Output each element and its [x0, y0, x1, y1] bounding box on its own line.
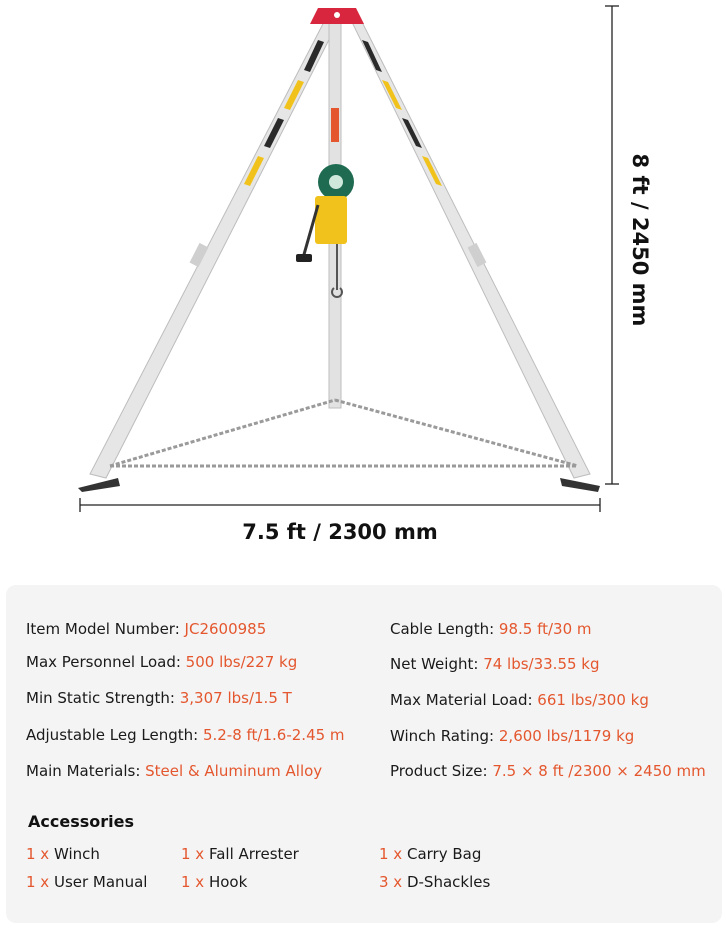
spec-cable-length: Cable Length: 98.5 ft/30 m: [390, 620, 592, 638]
spec-max-personnel-load: Max Personnel Load: 500 lbs/227 kg: [26, 653, 298, 671]
specifications-panel: [6, 585, 722, 923]
accessory-d-shackles: 3 x D-Shackles: [379, 873, 491, 891]
spec-product-size: Product Size: 7.5 × 8 ft /2300 × 2450 mm: [390, 762, 706, 780]
right-leg: [350, 18, 590, 478]
spec-max-material-load: Max Material Load: 661 lbs/300 kg: [390, 691, 649, 709]
accessory-hook: 1 x Hook: [181, 873, 248, 891]
tripod-head: [310, 8, 364, 24]
height-dimension-label: 8 ft / 2450 mm: [628, 153, 652, 327]
spec-model-number: Item Model Number: JC2600985: [26, 620, 267, 638]
accessory-fall-arrester: 1 x Fall Arrester: [181, 845, 299, 863]
right-foot: [560, 478, 600, 492]
width-dimension-label: 7.5 ft / 2300 mm: [242, 520, 438, 544]
spec-adjustable-leg-length: Adjustable Leg Length: 5.2-8 ft/1.6-2.45 m: [26, 726, 345, 744]
accessory-user-manual: 1 x User Manual: [26, 873, 148, 891]
spec-main-materials: Main Materials: Steel & Aluminum Alloy: [26, 762, 323, 780]
spec-net-weight: Net Weight: 74 lbs/33.55 kg: [390, 655, 600, 673]
spec-winch-rating: Winch Rating: 2,600 lbs/1179 kg: [390, 727, 635, 745]
spec-min-static-strength: Min Static Strength: 3,307 lbs/1.5 T: [26, 689, 292, 707]
accessory-winch: 1 x Winch: [26, 845, 100, 863]
accessories-heading: Accessories: [28, 812, 134, 831]
accessory-carry-bag: 1 x Carry Bag: [379, 845, 482, 863]
left-foot: [78, 478, 120, 492]
winch: [296, 164, 354, 297]
chain: [110, 400, 578, 466]
